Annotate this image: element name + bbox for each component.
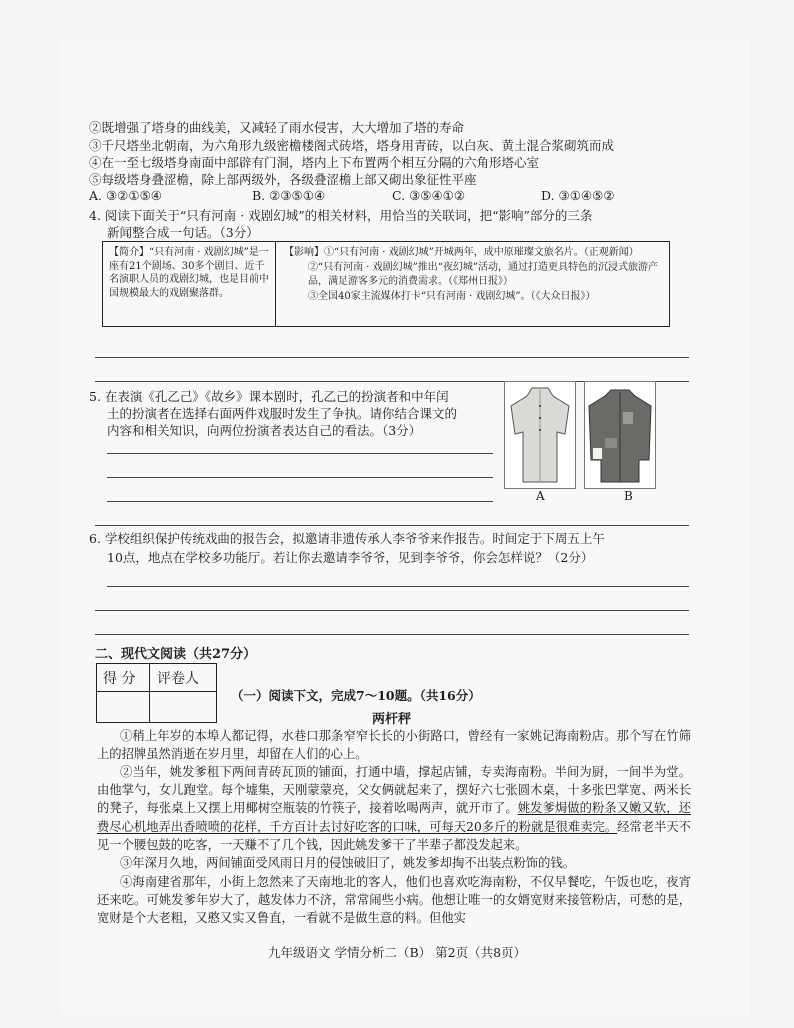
- q5-answer-line-3[interactable]: [107, 501, 493, 502]
- q4-answer-line-1[interactable]: [95, 357, 689, 358]
- q3-statement-2: ②既增强了塔身的曲线美，又减轻了雨水侵害，大大增加了塔的寿命: [89, 120, 465, 135]
- q4-stem-line-2: 新闻整合成一句话。（3分）: [107, 225, 259, 240]
- costume-b-image: [584, 381, 656, 489]
- q3-statement-3: ③千尺塔坐北朝南，为六角形九级密檐楼阁式砖塔，塔身用青砖，以白灰、黄土混合浆砌筑而成: [89, 138, 615, 153]
- q5-stem-line-3: 内容和相关知识，向两位扮演者表达自己的看法。（3分）: [107, 423, 422, 438]
- paragraph-2-text: ②当年，姚发爹租下两间青砖瓦顶的铺面，打通中墙，撑起店铺，专卖海南粉。半间为厨，一间半为堂。由他掌勺，女儿跑堂。每个墟集，天刚蒙蒙亮，父女俩就起来了，摆好六七张圆木桌，十多张巴掌宽、两米长的凳子，每张桌上又摆上用椰树空瓶装的竹筷子，接着吆喝两声，就开市了。: [97, 765, 691, 816]
- q4-impact-3: ③全国40家主流媒体打卡“只有河南 · 戏剧幻城”。（《大众日报》）: [308, 290, 596, 302]
- q3-statement-5: ⑤每级塔身叠涩檐，除上部两级外，各级叠涩檐上部又砌出象征性平座: [89, 172, 477, 187]
- q4-stem-line-1: 4. 阅读下面关于“只有河南 · 戏剧幻城”的相关材料，用恰当的关联词，把“影响”部分的三条: [89, 208, 593, 223]
- underlined-sentence: 姚发爹焗做的粉条又嫩又软，还费尽心机地弄出香喷喷的花样，千方百计去讨好吃客的口味，可每天20多斤的粉就是很难卖完。: [97, 801, 691, 834]
- q3-option-c: C. ③⑤④①②: [392, 188, 466, 203]
- q6-answer-line-1[interactable]: [107, 586, 689, 587]
- costume-a-image: [504, 381, 576, 489]
- q3-option-d: D. ③①④⑤②: [541, 188, 615, 203]
- article-paragraph-3: ③年深月久地，两间铺面受风雨日月的侵蚀破旧了，姚发爹却掏不出装点粉饰的钱。: [120, 856, 575, 870]
- q5-stem-line-2: 土的扮演者在选择右面两件戏服时发生了争执。请你结合课文的: [107, 406, 458, 421]
- score-box: [96, 663, 217, 723]
- q5-stem-line-1: 5. 在表演《孔乙己》《故乡》课本剧时，孔乙己的扮演者和中年闰: [89, 389, 449, 404]
- patched-jacket-icon: [585, 382, 655, 488]
- long-gown-icon: [505, 382, 575, 488]
- score-label: 得 分: [103, 671, 136, 687]
- q5-answer-line-2[interactable]: [107, 477, 493, 478]
- q3-option-b: B. ②③⑤①④: [252, 188, 326, 203]
- article-title: 两杆秤: [372, 712, 412, 727]
- q4-impact-1: 【影响】①“只有河南 · 戏剧幻城”开城两年，成中原璀璨文旅名片。（正观新闻）: [284, 247, 639, 258]
- costume-b-label: B: [624, 489, 633, 503]
- q6-stem-line-2: 10点，地点在学校多功能厅。若让你去邀请李爷爷，见到李爷爷，你会怎样说？（2分）: [107, 550, 594, 565]
- q6-stem-line-1: 6. 学校组织保护传统戏曲的报告会，拟邀请非遗传承人李爷爷来作报告。时间定于下周五上午: [89, 531, 605, 546]
- reading-instruction: （一）阅读下文，完成7～10题。（共16分）: [231, 688, 481, 703]
- q6-answer-line-3[interactable]: [95, 634, 689, 635]
- q5-answer-line-4[interactable]: [95, 525, 689, 526]
- article-paragraph-1: ①稍上年岁的本埠人都记得，水巷口那条窄窄长长的小街路口，曾经有一家姚记海南粉店。那个写在竹筛上的招牌虽然消逝在岁月里，却留在人们的心上。: [97, 729, 691, 762]
- article-paragraph-4: ④海南建省那年，小街上忽然来了天南地北的客人，他们也喜欢吃海南粉，不仅早餐吃，午饭也吃，夜宵还来吃。可姚发爹年岁大了，越发体力不济，常常闹些小病。他想让唯一的女婿宽财来接管粉店，可愁的是，宽财是个大老粗，又憨又实又鲁直，一看就不是做生意的料。但他实: [97, 875, 691, 926]
- q3-option-a: A. ③②①⑤④: [89, 188, 163, 203]
- costume-a-label: A: [536, 489, 545, 503]
- q4-intro-cell: 【简介】“只有河南 · 戏剧幻城”是一座有21个剧场、30多个剧目、近千名演职人员的戏剧幻城，也是目前中国规模最大的戏剧聚落群。: [103, 242, 276, 326]
- section-2-heading: 二、现代文阅读（共27分）: [95, 647, 257, 662]
- q5-answer-line-1[interactable]: [107, 453, 493, 454]
- paragraph-2-tail: 经常老半天不见一个腰包鼓的吃客，一天赚不了几个钱，因此姚发爹干了半辈子都没发起来。: [97, 819, 691, 852]
- q3-statement-4: ④在一至七级塔身南面中部辟有门洞，塔内上下布置两个相互分隔的六角形塔心室: [89, 155, 540, 170]
- q4-material-table: [102, 241, 670, 327]
- q4-impact-cell: [276, 242, 669, 326]
- q6-answer-line-2[interactable]: [95, 610, 689, 611]
- q4-impact-2: ②“只有河南 · 戏剧幻城”推出“夜幻城”活动，通过打造更具特色的沉浸式旅游产品，满足游客多元的消费需求。（《郑州日报》）: [308, 261, 658, 287]
- article-paragraph-2: [97, 763, 691, 854]
- grader-label: 评卷人: [157, 671, 199, 687]
- page-footer: 九年级语文 学情分析二（B） 第2页（共8页）: [268, 945, 527, 960]
